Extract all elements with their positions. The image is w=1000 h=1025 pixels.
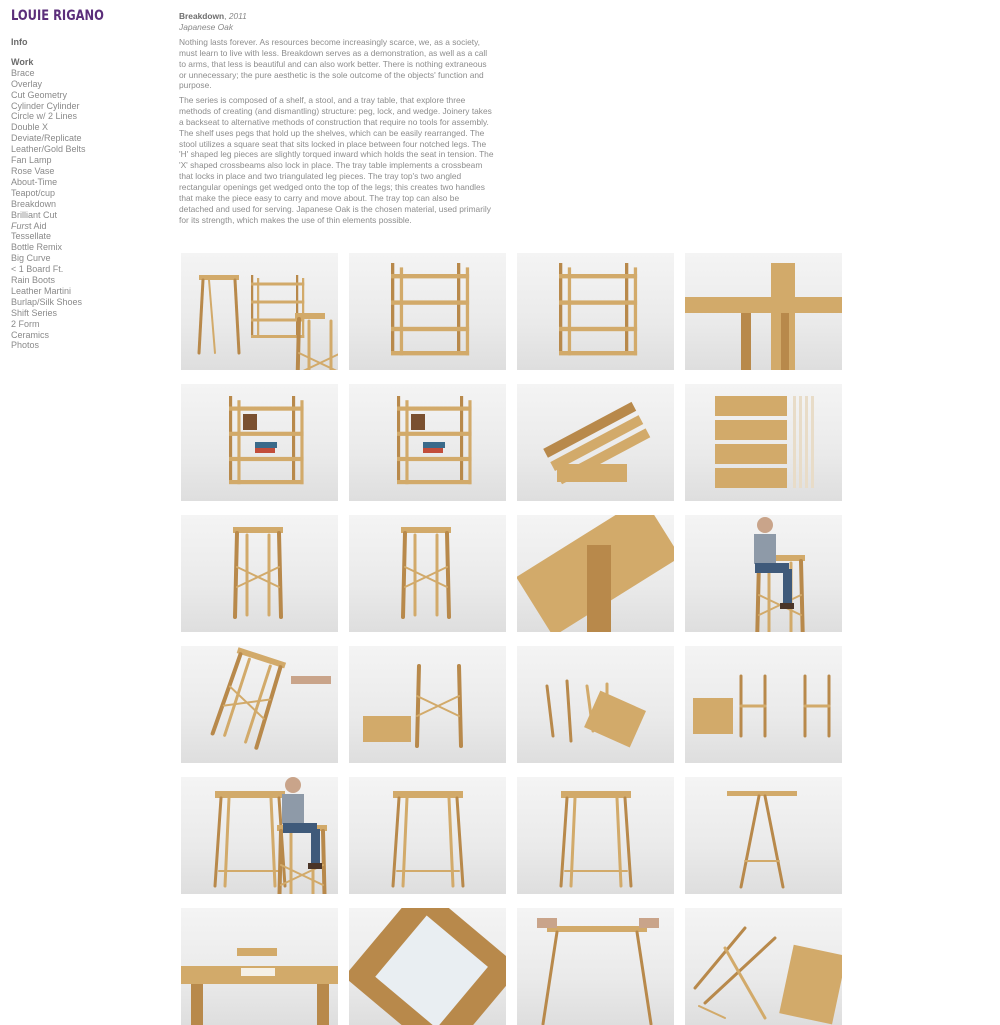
nav-item-ceramics[interactable]: Ceramics [11,329,50,340]
shelf-icon [349,253,506,370]
nav-info-link[interactable]: Info [11,37,28,47]
gallery-thumbnail[interactable] [349,253,506,370]
stool-icon [181,515,338,632]
nav-item-furst-aid-rest: t Aid [29,220,47,231]
family-icon [181,253,338,370]
gallery-thumbnail[interactable] [685,253,842,370]
shelf-flat-icon [685,384,842,501]
stool-icon [349,515,506,632]
nav-item-brace[interactable]: Brace [11,67,35,78]
stool-flat-icon [685,646,842,763]
gallery-thumbnail[interactable] [517,908,674,1025]
joint-icon [685,253,842,370]
nav-item-tessellate[interactable]: Tessellate [11,231,52,242]
nav-item-deviate-replicate[interactable]: Deviate/Replicate [11,133,82,144]
nav-item-breakdown[interactable]: Breakdown [11,198,57,209]
shelf-books-icon [181,384,338,501]
project-year: 2011 [228,11,247,21]
nav-work-heading: Work [11,56,34,67]
gallery-thumbnail[interactable] [349,515,506,632]
project-description [179,11,494,229]
sidebar-nav [11,37,161,351]
stool-parts-icon [517,646,674,763]
gallery-thumbnail[interactable] [349,777,506,894]
nav-item-cut-geometry[interactable]: Cut Geometry [11,89,68,100]
gallery-thumbnail[interactable] [517,515,674,632]
nav-item-2-form[interactable]: 2 Form [11,318,40,329]
nav-item-about-time[interactable]: About-Time [11,176,58,187]
stool-lift-icon [181,646,338,763]
nav-item-fan-lamp[interactable]: Fan Lamp [11,155,52,166]
nav-item-furst-aid-italic: Furs [11,220,29,231]
project-title: Breakdown, 2011 Japanese Oak [179,11,247,32]
gallery-thumbnail[interactable] [685,384,842,501]
nav-item-overlay[interactable]: Overlay [11,78,43,89]
nav-work-list [11,68,161,352]
table-parts-icon [685,908,842,1025]
shelf-books-icon [349,384,506,501]
site-logo[interactable]: LOUIE RIGANO [11,8,104,24]
nav-item-brilliant-cut[interactable]: Brilliant Cut [11,209,58,220]
gallery-thumbnail[interactable] [349,646,506,763]
nav-item-leather-martini[interactable]: Leather Martini [11,285,72,296]
project-material: Japanese Oak [179,21,234,32]
tray-handle-icon [181,908,338,1025]
stool-corner-icon [517,515,674,632]
nav-item-double-x[interactable]: Double X [11,122,49,133]
nav-item-rain-boots[interactable]: Rain Boots [11,275,56,286]
table-seated-icon [181,777,338,894]
nav-item-cylinder-cylinder[interactable]: Cylinder Cylinder [11,100,80,111]
nav-item-rose-vase[interactable]: Rose Vase [11,165,55,176]
tray-lift-icon [517,908,674,1025]
gallery-thumbnail[interactable] [349,908,506,1025]
stool-seated-icon [685,515,842,632]
shelf-icon [517,253,674,370]
project-name: Breakdown [179,11,225,21]
gallery-thumbnail[interactable] [685,777,842,894]
gallery-thumbnail[interactable] [181,253,338,370]
table-icon [349,777,506,894]
nav-item-leather-gold-belts[interactable]: Leather/Gold Belts [11,144,86,155]
nav-item-circle-w-2-lines[interactable]: Circle w/ 2 Lines [11,111,78,122]
nav-item-furst-aid[interactable] [11,221,161,232]
description-paragraph-1: Nothing lasts forever. As resources become increasingly scarce, we, as a society, must learn to live with less. Breakdown serves as a demonstration, as well as a call to arms, that less is beautiful and can also work better. There is nothing extraneous or unnecessary; the pure aesthetic is the sole outcome of the objects' function and purpose. [179,37,488,91]
tray-corner-icon [349,908,506,1025]
nav-item-1-board-ft[interactable]: < 1 Board Ft. [11,264,64,275]
gallery-thumbnail[interactable] [517,777,674,894]
gallery-thumbnail[interactable] [685,646,842,763]
gallery-thumbnail[interactable] [181,646,338,763]
shelf-parts-icon [517,384,674,501]
table-icon [517,777,674,894]
gallery-thumbnail[interactable] [349,384,506,501]
nav-item-bottle-remix[interactable]: Bottle Remix [11,242,63,253]
gallery-thumbnail[interactable] [685,515,842,632]
nav-item-shift-series[interactable]: Shift Series [11,307,58,318]
nav-item-photos[interactable]: Photos [11,340,40,351]
stool-assembly-icon [349,646,506,763]
gallery-thumbnail[interactable] [517,253,674,370]
gallery-thumbnail[interactable] [181,384,338,501]
gallery-thumbnail[interactable] [685,908,842,1025]
gallery-thumbnail[interactable] [181,777,338,894]
description-paragraph-2: The series is composed of a shelf, a stool, and a tray table, that explore three methods of creating (and dismantling) structure: peg, lock, and wedge. Joinery takes a backseat to alternative methods of construction that require no tools for assembly. The shelf uses pegs that hold up the shelves, which can be easily rearranged. The stool utilizes a square seat that sits locked in place between four notched legs. The 'H' shaped leg pieces are slightly torqued inward which holds the seat in tension. The 'X' shaped crossbeams also lock in place. The tray table implements a crossbeam that locks in place and two triangulated leg pieces. The tray top's two angled rectangular openings get wedged onto the top of the legs; this creates two handles that make the piece easy to carry and move about. The tray top can also be detached and used for serving. Japanese Oak is the chosen material, used primarily for its strength, which makes the use of thin elements possible. [179,95,494,225]
nav-item-burlap-silk-shoes[interactable]: Burlap/Silk Shoes [11,296,83,307]
nav-item-teapot-cup[interactable]: Teapot/cup [11,187,56,198]
gallery-thumbnail[interactable] [181,908,338,1025]
gallery-thumbnail[interactable] [181,515,338,632]
nav-item-big-curve[interactable]: Big Curve [11,253,51,264]
gallery-thumbnail[interactable] [517,384,674,501]
gallery-thumbnail[interactable] [517,646,674,763]
table-side-icon [685,777,842,894]
